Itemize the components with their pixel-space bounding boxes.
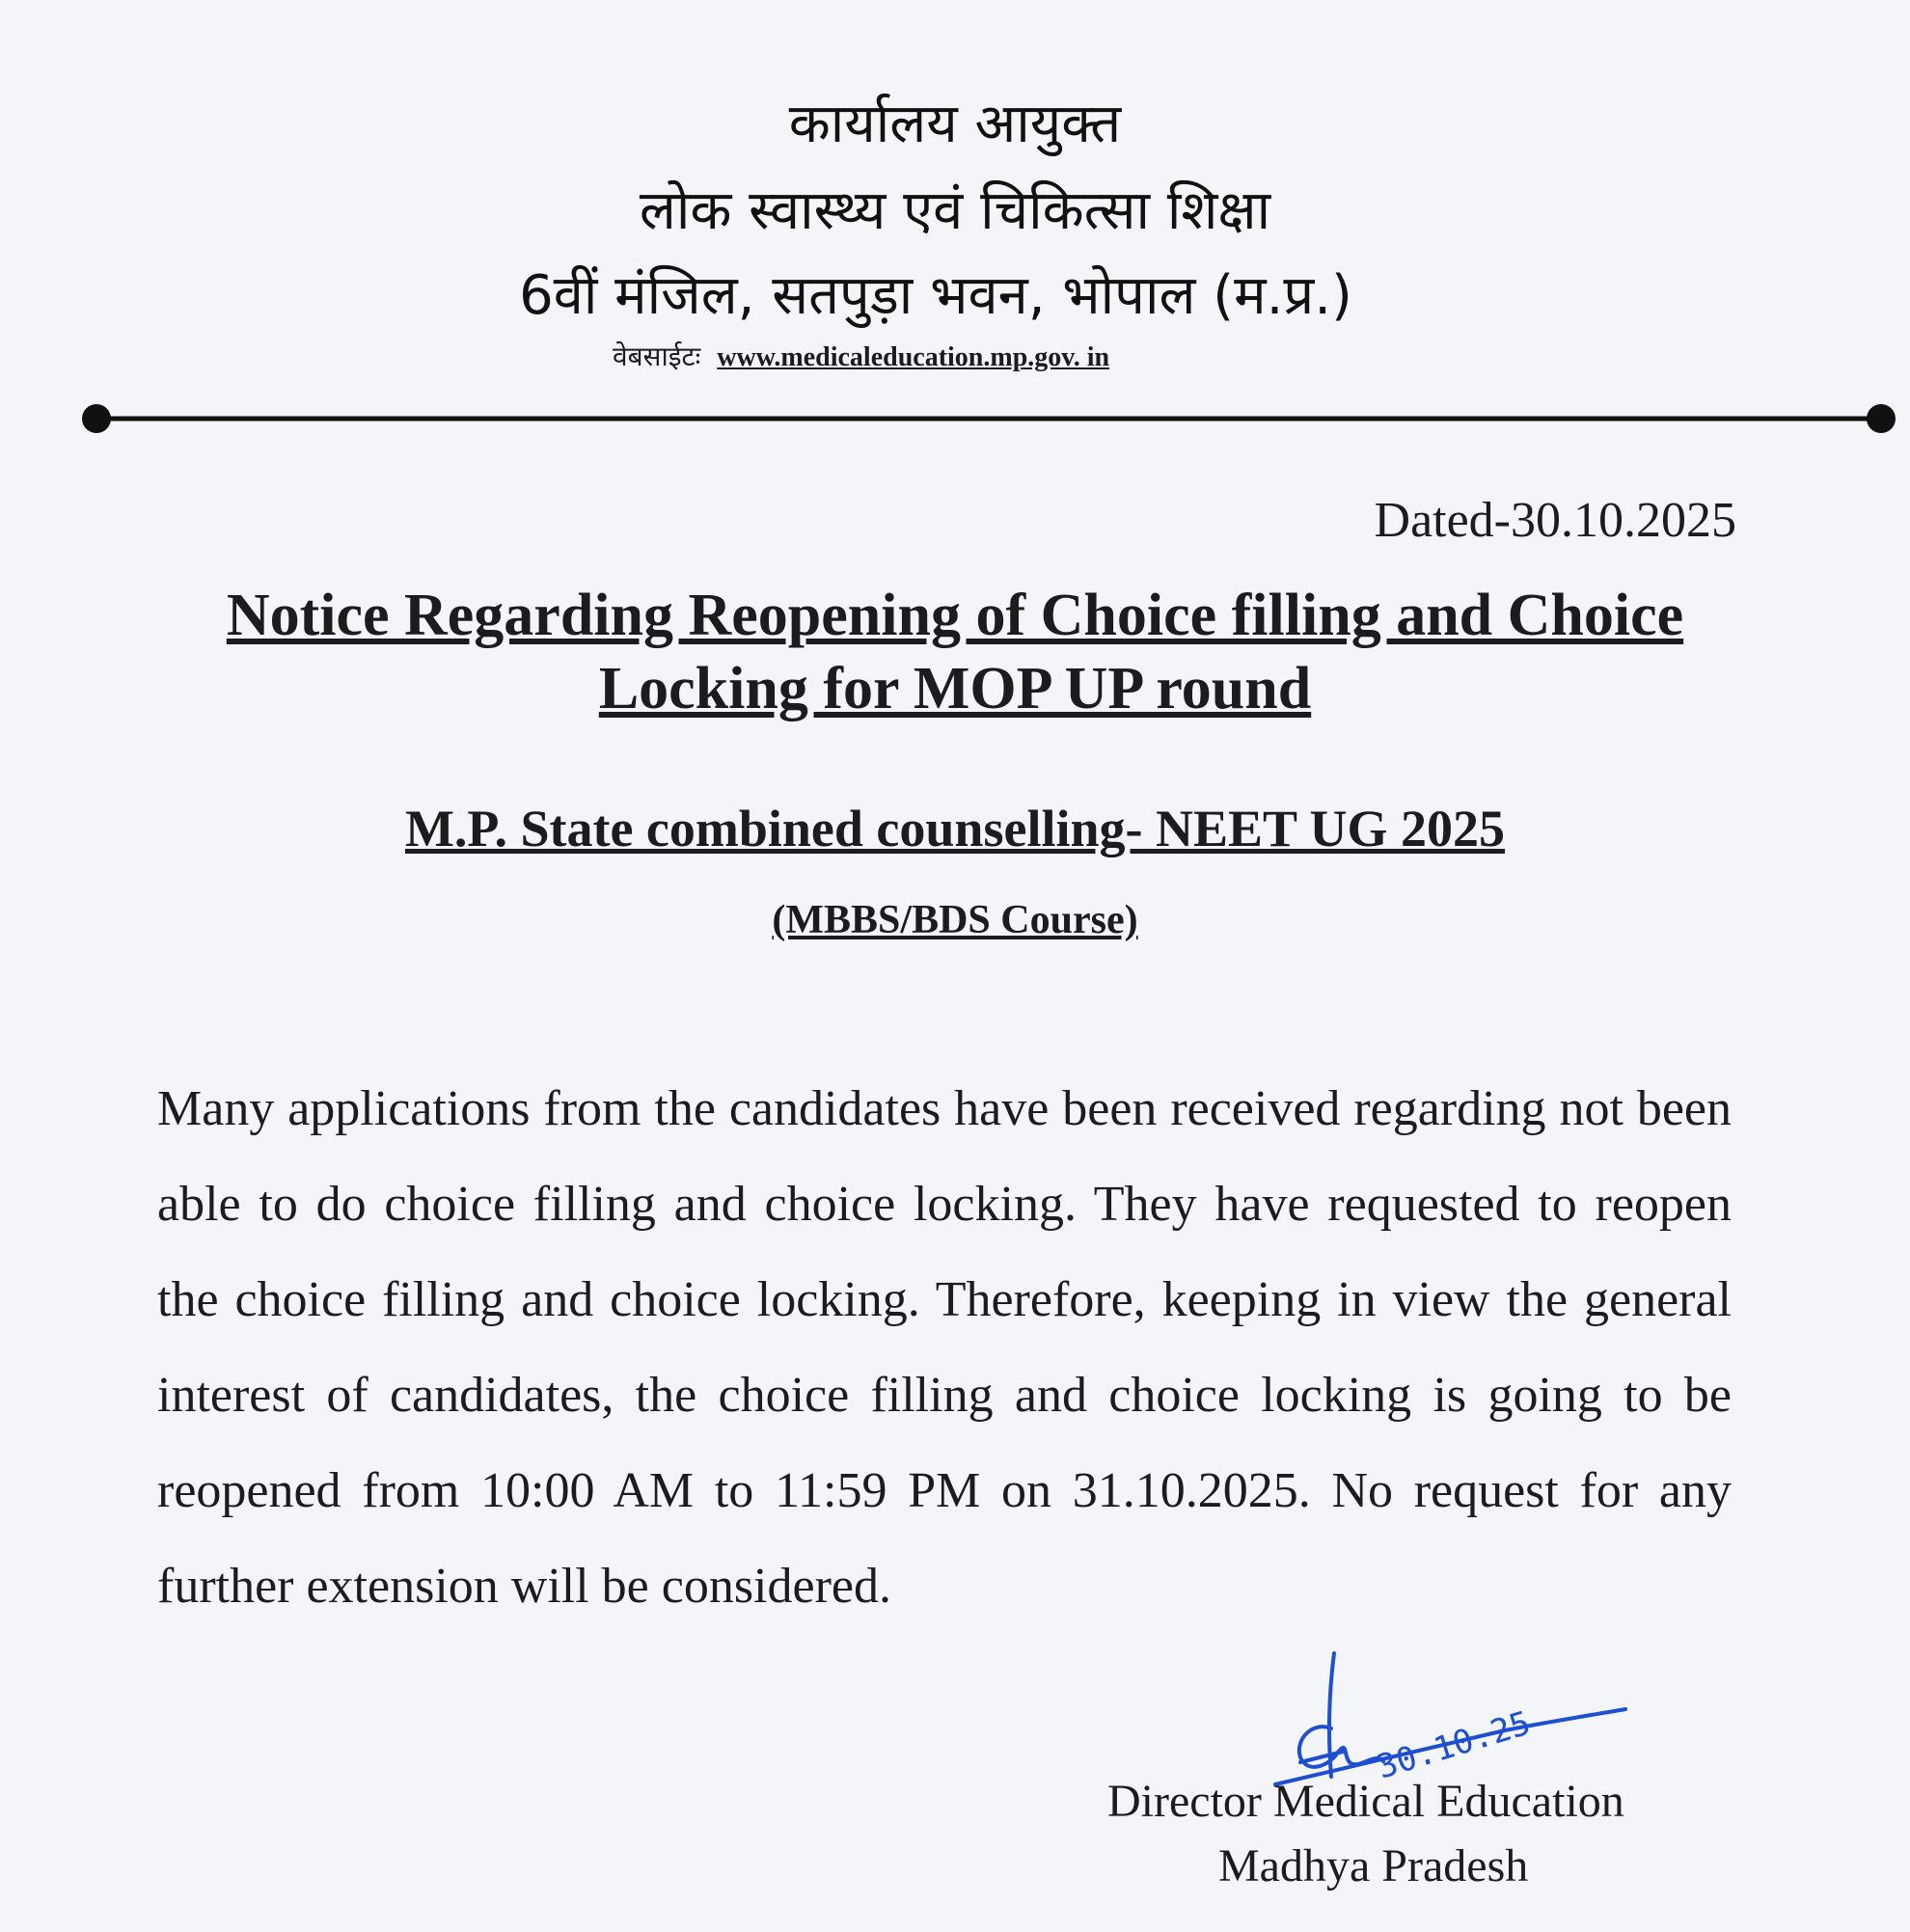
- notice-body: Many applications from the candidates have been received regarding not been able to do choice filling and choice locking. They have requested to reopen the choice filling and choice locking. Therefore, keeping in view the general interest of candidates, the choice filling and choice locking is going to be reopened from 10:00 AM to 11:59 PM on 31.10.2025. No request for any further extension will be considered.: [157, 1081, 1732, 1614]
- signature-date: 30.10.25: [1372, 1703, 1536, 1787]
- course-label: (MBBS/BDS Course): [772, 898, 1138, 942]
- signatory-designation: Director Medical Education: [1107, 1776, 1624, 1827]
- notice-title: Notice Regarding Reopening of Choice filling and Choice Locking for MOP UP round: [226, 583, 1684, 721]
- website-label: वेबसाईटः: [613, 340, 701, 372]
- signatory-state: Madhya Pradesh: [1218, 1840, 1529, 1891]
- counselling-title: M.P. State combined counselling- NEET UG 2025: [404, 800, 1506, 857]
- department-name: लोक स्वास्थ्य एवं चिकित्सा शिक्षा: [639, 179, 1271, 242]
- notice-date: Dated-30.10.2025: [1374, 493, 1736, 548]
- office-title: कार्यालय आयुक्त: [788, 93, 1122, 155]
- website-line: [613, 338, 1109, 374]
- office-address: 6वीं मंजिल, सतपुड़ा भवन, भोपाल (म.प्र.): [519, 264, 1352, 327]
- website-link[interactable]: www.medicaleducation.mp.gov. in: [717, 342, 1110, 372]
- divider-dot-right: [1867, 404, 1896, 433]
- divider-dot-left: [82, 404, 111, 433]
- header-divider: [77, 399, 1900, 438]
- handwritten-signature: [1090, 1632, 1630, 1796]
